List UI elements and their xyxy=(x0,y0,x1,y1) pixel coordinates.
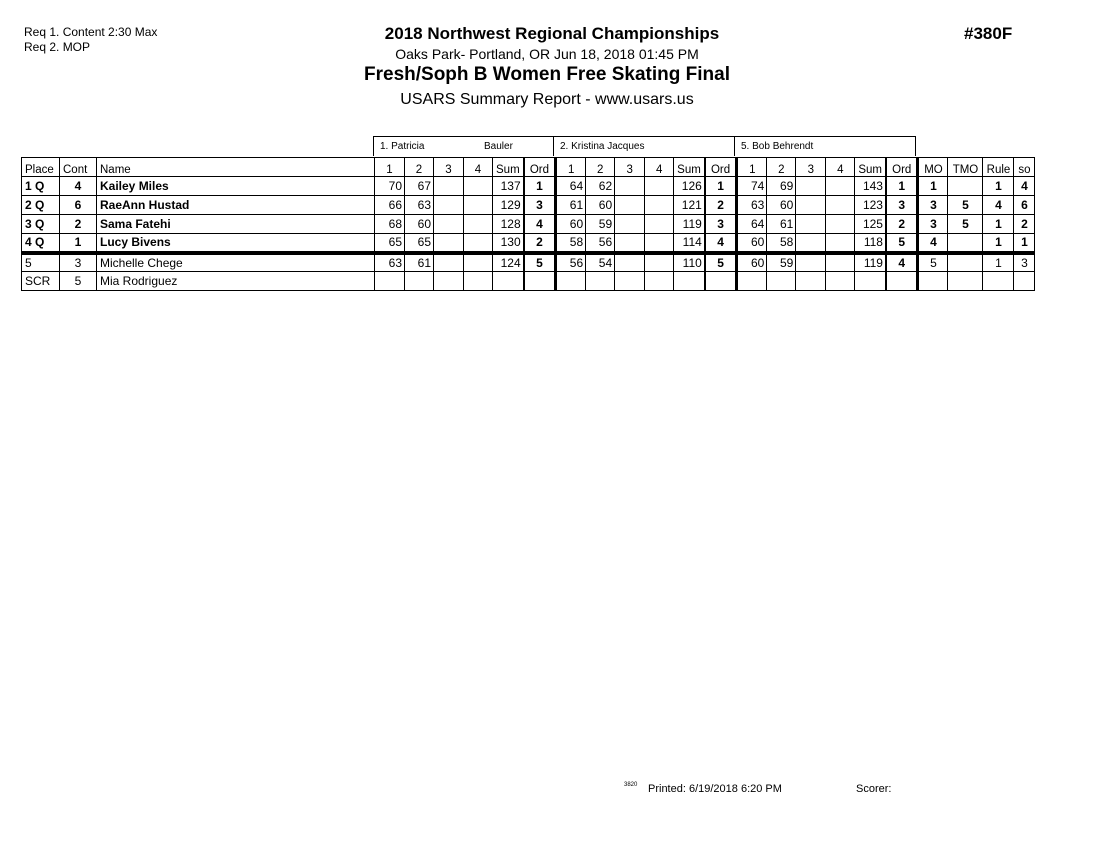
header-row xyxy=(22,158,1035,177)
table-row xyxy=(22,272,1035,291)
judge-2-s2-cell: 60 xyxy=(586,196,615,215)
judge-2-ord-cell: 2 xyxy=(705,196,737,215)
cont-cell: 3 xyxy=(60,253,97,272)
judge-2-ord-cell: 5 xyxy=(705,253,737,272)
col-j1-sum: Sum xyxy=(493,158,524,177)
judge-2-s1-cell xyxy=(556,272,586,291)
judge-1-s3-cell xyxy=(434,234,464,253)
judge-2-s2-cell: 54 xyxy=(586,253,615,272)
cont-cell: 5 xyxy=(60,272,97,291)
judge-1-s3-cell xyxy=(434,196,464,215)
judge-2-s1-cell: 64 xyxy=(556,177,586,196)
judge-1-s4-cell xyxy=(464,215,493,234)
judge-2-s2-cell: 56 xyxy=(586,234,615,253)
col-j1-ord: Ord xyxy=(524,158,556,177)
judge-3-sum-cell: 119 xyxy=(855,253,886,272)
judge-3-s4-cell xyxy=(826,234,855,253)
judge-3-sum-cell: 118 xyxy=(855,234,886,253)
judge-2-s4-cell xyxy=(645,272,674,291)
rule-cell: 1 xyxy=(983,234,1014,253)
table-row xyxy=(22,253,1035,272)
judge-1-s3-cell xyxy=(434,177,464,196)
judge-1-lastname: Bauler xyxy=(484,141,513,152)
judge-1-s4-cell xyxy=(464,234,493,253)
judge-3-s2-cell: 58 xyxy=(767,234,796,253)
table-row xyxy=(22,177,1035,196)
rule-cell: 1 xyxy=(983,253,1014,272)
judge-2-s3-cell xyxy=(615,234,645,253)
judge-3-sum-cell: 143 xyxy=(855,177,886,196)
judge-3-s2-cell: 60 xyxy=(767,196,796,215)
rule-cell: 1 xyxy=(983,215,1014,234)
judge-1-sum-cell: 130 xyxy=(493,234,524,253)
col-name: Name xyxy=(97,158,375,177)
event-number: #380F xyxy=(964,24,1013,43)
col-j3-ord: Ord xyxy=(886,158,918,177)
judge-2-s1-cell: 61 xyxy=(556,196,586,215)
col-j1-s1: 1 xyxy=(375,158,405,177)
tmo-cell xyxy=(948,253,983,272)
judge-2-s4-cell xyxy=(645,234,674,253)
tmo-cell xyxy=(948,272,983,291)
judge-2-s3-cell xyxy=(615,177,645,196)
judge-2-s4-cell xyxy=(645,196,674,215)
judge-1-ord-cell: 5 xyxy=(524,253,556,272)
mo-cell: 5 xyxy=(918,253,948,272)
judge-2-s4-cell xyxy=(645,253,674,272)
col-j3-sum: Sum xyxy=(855,158,886,177)
judge-3-ord-cell: 2 xyxy=(886,215,918,234)
col-j3-s3: 3 xyxy=(796,158,826,177)
col-j2-sum: Sum xyxy=(674,158,705,177)
judge-2-ord-cell: 3 xyxy=(705,215,737,234)
judge-3-sum-cell xyxy=(855,272,886,291)
judge-2-name: 2. Kristina Jacques xyxy=(560,141,645,152)
requirement-1: Req 1. Content 2:30 Max xyxy=(24,25,158,39)
so-cell xyxy=(1014,272,1035,291)
col-j2-ord: Ord xyxy=(705,158,737,177)
judge-2-s4-cell xyxy=(645,177,674,196)
col-j3-s4: 4 xyxy=(826,158,855,177)
judge-2-s2-cell: 59 xyxy=(586,215,615,234)
championship-title: 2018 Northwest Regional Championships xyxy=(384,24,720,43)
judge-1-s1-cell: 65 xyxy=(375,234,405,253)
judge-1-s2-cell: 63 xyxy=(405,196,434,215)
col-rule: Rule xyxy=(983,158,1014,177)
name-cell: Mia Rodriguez xyxy=(97,272,375,291)
judge-1-s2-cell: 61 xyxy=(405,253,434,272)
judge-3-sum-cell: 125 xyxy=(855,215,886,234)
judge-2-s3-cell xyxy=(615,196,645,215)
mo-cell: 3 xyxy=(918,215,948,234)
judge-2-s2-cell: 62 xyxy=(586,177,615,196)
col-j2-s3: 3 xyxy=(615,158,645,177)
judge-3-ord-cell: 4 xyxy=(886,253,918,272)
table-row xyxy=(22,215,1035,234)
judge-1-s4-cell xyxy=(464,177,493,196)
judge-1-s2-cell: 60 xyxy=(405,215,434,234)
judge-3-s2-cell: 69 xyxy=(767,177,796,196)
judge-1-s4-cell xyxy=(464,253,493,272)
judge-1-s1-cell xyxy=(375,272,405,291)
judge-1-s1-cell: 66 xyxy=(375,196,405,215)
place-cell: 1 Q xyxy=(22,177,60,196)
judge-2-sum-cell: 119 xyxy=(674,215,705,234)
so-cell: 2 xyxy=(1014,215,1035,234)
judge-3-s1-cell: 60 xyxy=(737,253,767,272)
judge-3-s2-cell: 61 xyxy=(767,215,796,234)
name-cell: Michelle Chege xyxy=(97,253,375,272)
judge-3-s2-cell xyxy=(767,272,796,291)
venue-date: Oaks Park- Portland, OR Jun 18, 2018 01:45 PM xyxy=(395,46,699,62)
tmo-cell: 5 xyxy=(948,215,983,234)
judge-1-ord-cell: 3 xyxy=(524,196,556,215)
judge-1-s1-cell: 68 xyxy=(375,215,405,234)
rule-cell xyxy=(983,272,1014,291)
mo-cell: 3 xyxy=(918,196,948,215)
col-j3-s1: 1 xyxy=(737,158,767,177)
report-name: USARS Summary Report - www.usars.us xyxy=(400,91,694,108)
judge-2-sum-cell xyxy=(674,272,705,291)
col-j1-s2: 2 xyxy=(405,158,434,177)
judge-1-s4-cell xyxy=(464,196,493,215)
col-j1-s3: 3 xyxy=(434,158,464,177)
judge-2-ord-cell: 4 xyxy=(705,234,737,253)
judge-2-s3-cell xyxy=(615,253,645,272)
mo-cell: 4 xyxy=(918,234,948,253)
judge-2-s3-cell xyxy=(615,215,645,234)
so-cell: 3 xyxy=(1014,253,1035,272)
judge-3-s3-cell xyxy=(796,196,826,215)
judge-3-s3-cell xyxy=(796,215,826,234)
name-cell: Lucy Bivens xyxy=(97,234,375,253)
col-tmo: TMO xyxy=(948,158,983,177)
col-j3-s2: 2 xyxy=(767,158,796,177)
cont-cell: 2 xyxy=(60,215,97,234)
judge-3-s4-cell xyxy=(826,177,855,196)
col-cont: Cont xyxy=(60,158,97,177)
judge-1-s3-cell xyxy=(434,272,464,291)
rule-cell: 4 xyxy=(983,196,1014,215)
printed-timestamp: Printed: 6/19/2018 6:20 PM xyxy=(648,783,782,795)
col-place: Place xyxy=(22,158,60,177)
tmo-cell xyxy=(948,234,983,253)
judge-3-ord-cell: 3 xyxy=(886,196,918,215)
judge-3-s1-cell: 63 xyxy=(737,196,767,215)
judge-1-s2-cell xyxy=(405,272,434,291)
judge-2-sum-cell: 114 xyxy=(674,234,705,253)
col-j2-s2: 2 xyxy=(586,158,615,177)
cont-cell: 6 xyxy=(60,196,97,215)
judge-1-s1-cell: 63 xyxy=(375,253,405,272)
tmo-cell xyxy=(948,177,983,196)
place-cell: 3 Q xyxy=(22,215,60,234)
judge-2-ord-cell: 1 xyxy=(705,177,737,196)
judge-1-sum-cell: 128 xyxy=(493,215,524,234)
judge-2-s1-cell: 60 xyxy=(556,215,586,234)
judge-3-s3-cell xyxy=(796,177,826,196)
judge-3-ord-cell: 1 xyxy=(886,177,918,196)
mo-cell xyxy=(918,272,948,291)
so-cell: 1 xyxy=(1014,234,1035,253)
mo-cell: 1 xyxy=(918,177,948,196)
judge-2-s1-cell: 56 xyxy=(556,253,586,272)
judge-1-s2-cell: 65 xyxy=(405,234,434,253)
judge-1-sum-cell xyxy=(493,272,524,291)
cont-cell: 4 xyxy=(60,177,97,196)
judge-2-ord-cell xyxy=(705,272,737,291)
event-name: Fresh/Soph B Women Free Skating Final xyxy=(364,64,730,85)
so-cell: 6 xyxy=(1014,196,1035,215)
place-cell: 5 xyxy=(22,253,60,272)
name-cell: Kailey Miles xyxy=(97,177,375,196)
judge-2-s4-cell xyxy=(645,215,674,234)
judge-3-s2-cell: 59 xyxy=(767,253,796,272)
name-cell: RaeAnn Hustad xyxy=(97,196,375,215)
judge-1-name: 1. Patricia xyxy=(380,141,425,152)
place-cell: SCR xyxy=(22,272,60,291)
scorer-label: Scorer: xyxy=(856,783,892,795)
judge-3-header xyxy=(734,136,916,156)
requirement-2: Req 2. MOP xyxy=(24,40,91,54)
table-row xyxy=(22,234,1035,253)
judge-2-sum-cell: 126 xyxy=(674,177,705,196)
judge-1-ord-cell xyxy=(524,272,556,291)
judge-2-s3-cell xyxy=(615,272,645,291)
judge-3-sum-cell: 123 xyxy=(855,196,886,215)
judge-2-s1-cell: 58 xyxy=(556,234,586,253)
judge-3-s1-cell: 60 xyxy=(737,234,767,253)
place-cell: 4 Q xyxy=(22,234,60,253)
judge-2-sum-cell: 110 xyxy=(674,253,705,272)
judge-1-sum-cell: 137 xyxy=(493,177,524,196)
judge-3-s4-cell xyxy=(826,215,855,234)
judge-3-ord-cell xyxy=(886,272,918,291)
rule-cell: 1 xyxy=(983,177,1014,196)
so-cell: 4 xyxy=(1014,177,1035,196)
judge-1-sum-cell: 129 xyxy=(493,196,524,215)
judge-2-sum-cell: 121 xyxy=(674,196,705,215)
name-cell: Sama Fatehi xyxy=(97,215,375,234)
judge-1-s1-cell: 70 xyxy=(375,177,405,196)
judge-3-name: 5. Bob Behrendt xyxy=(741,141,814,152)
col-mo: MO xyxy=(918,158,948,177)
judge-1-s3-cell xyxy=(434,253,464,272)
col-j1-s4: 4 xyxy=(464,158,493,177)
judge-3-s3-cell xyxy=(796,253,826,272)
judge-3-s4-cell xyxy=(826,253,855,272)
cont-cell: 1 xyxy=(60,234,97,253)
judge-1-sum-cell: 124 xyxy=(493,253,524,272)
judge-3-ord-cell: 5 xyxy=(886,234,918,253)
form-code: 3820 xyxy=(624,782,638,788)
judge-3-s3-cell xyxy=(796,234,826,253)
judge-3-s4-cell xyxy=(826,272,855,291)
judge-2-header xyxy=(553,136,735,156)
col-j2-s4: 4 xyxy=(645,158,674,177)
judge-1-s2-cell: 67 xyxy=(405,177,434,196)
col-so: so xyxy=(1014,158,1035,177)
judge-3-s1-cell xyxy=(737,272,767,291)
col-j2-s1: 1 xyxy=(556,158,586,177)
judge-3-s1-cell: 74 xyxy=(737,177,767,196)
tmo-cell: 5 xyxy=(948,196,983,215)
table-row xyxy=(22,196,1035,215)
judge-1-s3-cell xyxy=(434,215,464,234)
judge-3-s3-cell xyxy=(796,272,826,291)
judge-1-ord-cell: 1 xyxy=(524,177,556,196)
judge-3-s4-cell xyxy=(826,196,855,215)
results-table xyxy=(21,157,1035,291)
judge-1-s4-cell xyxy=(464,272,493,291)
judge-3-s1-cell: 64 xyxy=(737,215,767,234)
judge-1-ord-cell: 4 xyxy=(524,215,556,234)
judge-2-s2-cell xyxy=(586,272,615,291)
judge-1-header xyxy=(373,136,554,156)
judge-1-ord-cell: 2 xyxy=(524,234,556,253)
place-cell: 2 Q xyxy=(22,196,60,215)
